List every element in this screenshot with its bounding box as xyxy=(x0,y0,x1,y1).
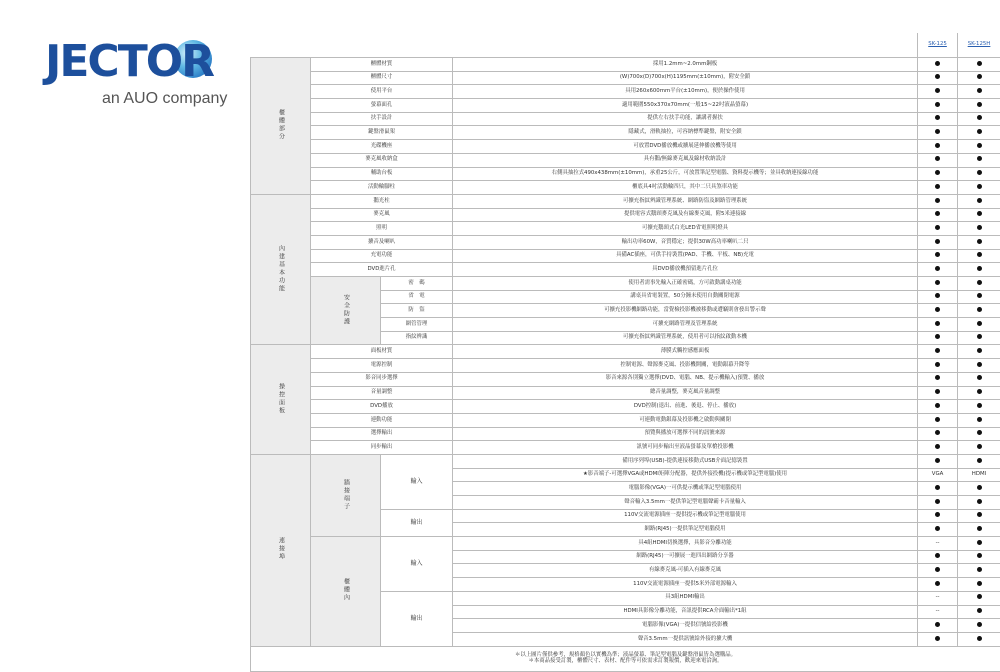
support-dot-icon xyxy=(935,334,940,339)
feature-description: 講桌具省電裝置，50分鐘未使用自動關閉電源 xyxy=(453,290,918,304)
feature-label: 音量調整 xyxy=(311,386,453,400)
spec-row xyxy=(251,181,1000,195)
spec-row xyxy=(251,427,1000,441)
model-b-mark xyxy=(958,112,1000,126)
model-b-mark xyxy=(958,509,1000,523)
feature-description: 預覽與播放可選擇不同的訊號來源 xyxy=(453,427,918,441)
spec-row xyxy=(251,222,1000,236)
model-b-mark xyxy=(958,359,1000,373)
model-a-mark xyxy=(918,99,958,113)
spec-row xyxy=(251,153,1000,167)
footnote xyxy=(251,646,1000,671)
feature-description: 右側具抽拉式490x438mm(±10mm)，承重25公斤，可放置筆記型電腦、資料提示機等；並具收納連接線功能 xyxy=(453,167,918,181)
support-dot-icon xyxy=(977,444,982,449)
model-b-mark xyxy=(958,331,1000,345)
group-control-text: 操控面板 xyxy=(278,383,284,415)
support-dot-icon xyxy=(935,403,940,408)
model-a-mark xyxy=(918,523,958,537)
model-a-mark xyxy=(918,181,958,195)
feature-description: 影音來源各別獨立選擇(DVD、電腦、NB、提示機輸入)預覽、播放 xyxy=(453,372,918,386)
model-b-mark xyxy=(958,58,1000,72)
support-dot-icon xyxy=(977,553,982,558)
model-a-mark xyxy=(918,126,958,140)
model-a-mark xyxy=(918,140,958,154)
feature-label: 電源控制 xyxy=(311,359,453,373)
model-a-mark xyxy=(918,222,958,236)
support-dot-icon xyxy=(935,567,940,572)
model-a-mark xyxy=(918,386,958,400)
feature-description: 薄膜式觸控感應面板 xyxy=(453,345,918,359)
group-internal-text: 內建基本功能 xyxy=(278,245,284,293)
support-dot-icon xyxy=(977,321,982,326)
feature-label: 擴音及喇叭 xyxy=(311,235,453,249)
model-b-mark xyxy=(958,605,1000,619)
support-dot-icon xyxy=(935,239,940,244)
feature-label: 網管管理 xyxy=(381,318,453,332)
feature-label: 輔助台板 xyxy=(311,167,453,181)
feature-label: 櫃體材質 xyxy=(311,58,453,72)
model-a-mark xyxy=(918,413,958,427)
support-dot-icon xyxy=(935,293,940,298)
support-dot-icon xyxy=(977,348,982,353)
group-connect-text: 連接埠 xyxy=(278,537,284,561)
feature-label: 充電功能 xyxy=(311,249,453,263)
model-a-mark xyxy=(918,632,958,646)
model-b-mark xyxy=(958,564,1000,578)
group-internal xyxy=(251,194,311,345)
model-a-mark xyxy=(918,167,958,181)
spec-row xyxy=(251,345,1000,359)
feature-description: 可擴充指紋辨識管理系統、網路防盜及網路管理系統 xyxy=(453,194,918,208)
feature-description: 可擴充投影機網路功能，當覺檢投影機被移動或遭竊則會發出警示聲 xyxy=(453,304,918,318)
feature-description: 可連動電動銀幕及投影機之啟動與關閉 xyxy=(453,413,918,427)
model-a-mark xyxy=(918,482,958,496)
feature-label: 螢幕面孔 xyxy=(311,99,453,113)
feature-description: 隱藏式，滑軌抽拉，可容納標準鍵盤，附安全鎖 xyxy=(453,126,918,140)
model-b-mark xyxy=(958,263,1000,277)
support-dot-icon xyxy=(977,622,982,627)
feature-label: 麥克風收納盒 xyxy=(311,153,453,167)
model-b-mark xyxy=(958,222,1000,236)
model-a-mark xyxy=(918,619,958,633)
spec-row xyxy=(251,359,1000,373)
model-b-mark xyxy=(958,71,1000,85)
feature-label: 光碟機座 xyxy=(311,140,453,154)
support-dot-icon xyxy=(977,608,982,613)
group-cabinet xyxy=(251,58,311,195)
support-dot-icon xyxy=(935,156,940,161)
subgroup-output: 輸出 xyxy=(381,509,453,536)
support-dot-icon xyxy=(977,198,982,203)
model-b-mark xyxy=(958,578,1000,592)
support-dot-icon xyxy=(935,362,940,367)
feature-description: (W)700x(D)700x(H)1195mm(±10mm)，附安全鎖 xyxy=(453,71,918,85)
model-b-mark xyxy=(958,290,1000,304)
model-a-mark: -- xyxy=(918,591,958,605)
group-security xyxy=(311,277,381,345)
feature-description: 可擴充鵝頸式白光LED省電照明燈具 xyxy=(453,222,918,236)
support-dot-icon xyxy=(935,198,940,203)
model-b-mark xyxy=(958,550,1000,564)
model-a-mark xyxy=(918,331,958,345)
model-b-mark xyxy=(958,400,1000,414)
spec-row xyxy=(251,58,1000,72)
support-dot-icon xyxy=(935,553,940,558)
support-dot-icon xyxy=(935,444,940,449)
support-dot-icon xyxy=(935,430,940,435)
feature-label: 扶手設計 xyxy=(311,112,453,126)
feature-description: 具有鵝/無線麥克風及線材收納設計 xyxy=(453,153,918,167)
support-dot-icon xyxy=(935,74,940,79)
model-b-mark xyxy=(958,619,1000,633)
footnote-line-1: ＊以上圖片僅供參考，規格顏色以實機為準；液晶螢幕、筆記型電腦及鍵盤滑鼠皆為選購品。 xyxy=(251,653,1000,658)
support-dot-icon xyxy=(935,526,940,531)
feature-label: 鍵盤滑鼠架 xyxy=(311,126,453,140)
feature-description: 具3組HDMI輸出 xyxy=(453,591,918,605)
model-a-mark xyxy=(918,194,958,208)
feature-label: 密 碼 xyxy=(381,277,453,291)
support-dot-icon xyxy=(935,485,940,490)
support-dot-icon xyxy=(977,143,982,148)
subgroup-output: 輸出 xyxy=(381,591,453,646)
model-a-mark xyxy=(918,441,958,455)
support-dot-icon xyxy=(977,61,982,66)
model-b-mark xyxy=(958,153,1000,167)
model-b-mark xyxy=(958,537,1000,551)
support-dot-icon xyxy=(977,74,982,79)
support-dot-icon xyxy=(977,307,982,312)
support-dot-icon xyxy=(935,321,940,326)
support-dot-icon xyxy=(977,499,982,504)
feature-description: 110V交流電源插座一提供提示機或筆記型電腦使用 xyxy=(453,509,918,523)
subgroup-input: 輸入 xyxy=(381,454,453,509)
feature-description: 可放置DVD播放機或擴展延伸播放機等使用 xyxy=(453,140,918,154)
spec-row xyxy=(251,112,1000,126)
feature-label: DVD播放 xyxy=(311,400,453,414)
spec-row xyxy=(251,71,1000,85)
model-b-mark xyxy=(958,372,1000,386)
feature-description: 輸出功率60W，音質穩定；提供30W高功率喇叭二只 xyxy=(453,235,918,249)
support-dot-icon xyxy=(977,567,982,572)
support-dot-icon xyxy=(977,458,982,463)
feature-description: 聲音3.5mm一提供訊號給外接的擴大機 xyxy=(453,632,918,646)
feature-label: 連動功能 xyxy=(311,413,453,427)
spec-row xyxy=(251,126,1000,140)
support-dot-icon xyxy=(935,143,940,148)
feature-label: 使用平台 xyxy=(311,85,453,99)
model-b-mark xyxy=(958,235,1000,249)
feature-description: 使用者需事先輸入正確密碼，方可啟動講桌功能 xyxy=(453,277,918,291)
support-dot-icon xyxy=(977,252,982,257)
spec-row xyxy=(251,441,1000,455)
spec-row xyxy=(251,208,1000,222)
support-dot-icon xyxy=(977,430,982,435)
model-a-mark xyxy=(918,85,958,99)
model-b-mark: HDMI xyxy=(958,468,1000,482)
support-dot-icon xyxy=(977,156,982,161)
support-dot-icon xyxy=(935,458,940,463)
feature-description: 聲音輸入3.5mm一提供筆記型電腦聲霸卡音量輸入 xyxy=(453,496,918,510)
model-a-mark xyxy=(918,235,958,249)
support-dot-icon xyxy=(935,88,940,93)
model-b-header[interactable]: SK-125H xyxy=(958,33,1000,58)
feature-description: 訊號可同步輸出至液晶螢幕及單槍投影機 xyxy=(453,441,918,455)
model-a-mark xyxy=(918,290,958,304)
spec-row xyxy=(251,277,1000,291)
feature-description: 可擴充網路管理及管理系統 xyxy=(453,318,918,332)
model-a-mark xyxy=(918,372,958,386)
model-a-mark xyxy=(918,359,958,373)
feature-description: 網路(RJ45)一可擴展一進四出網路分享器 xyxy=(453,550,918,564)
brand-logo xyxy=(40,38,240,118)
model-a-mark xyxy=(918,71,958,85)
spec-row xyxy=(251,85,1000,99)
brand-subtitle: an AUO company xyxy=(102,90,227,108)
feature-description: 櫃底具4吋活動輪四只，其中二只具煞車功能 xyxy=(453,181,918,195)
subgroup-input: 輸入 xyxy=(381,537,453,592)
model-a-mark xyxy=(918,249,958,263)
feature-label: 麥克風 xyxy=(311,208,453,222)
model-b-mark xyxy=(958,85,1000,99)
feature-label: DVD進片孔 xyxy=(311,263,453,277)
spec-row xyxy=(251,400,1000,414)
feature-description: 具用260x600mm平台(±10mm)，便於操作使用 xyxy=(453,85,918,99)
model-b-mark xyxy=(958,441,1000,455)
model-a-mark: -- xyxy=(918,605,958,619)
support-dot-icon xyxy=(935,102,940,107)
feature-description: 控制電源、聲源麥克風、投影機開關，電動銀幕升降等 xyxy=(453,359,918,373)
support-dot-icon xyxy=(977,129,982,134)
model-a-mark xyxy=(918,496,958,510)
feature-description: 具4組HDMI切換選擇，具影音分離功能 xyxy=(453,537,918,551)
feature-description: 110V交流電源插座一提供5米外部電源輸入 xyxy=(453,578,918,592)
feature-description: ★影音端子-可選擇VGA或HDMI矩陣分配器，提供外接投機(提示機或筆記型電腦)使用 xyxy=(453,468,918,482)
spec-row xyxy=(251,537,1000,551)
support-dot-icon xyxy=(935,115,940,120)
support-dot-icon xyxy=(977,403,982,408)
model-a-mark xyxy=(918,400,958,414)
footnote-line-2: ＊本商品接受訂製，櫃體尺寸、表材、配件等可依需求訂製報價，歡迎來電洽詢。 xyxy=(251,659,1000,664)
feature-description: HDMI具影像分離功能，音訊提供RCA介面輸出*1組 xyxy=(453,605,918,619)
model-a-mark xyxy=(918,454,958,468)
feature-label: 省 電 xyxy=(381,290,453,304)
support-dot-icon xyxy=(977,225,982,230)
model-a-mark xyxy=(918,263,958,277)
model-b-mark xyxy=(958,99,1000,113)
spec-row xyxy=(251,167,1000,181)
model-b-mark xyxy=(958,167,1000,181)
support-dot-icon xyxy=(935,417,940,422)
feature-description: 提供電容式鵝頸麥克風及有線麥克風，附5米連接線 xyxy=(453,208,918,222)
model-b-mark xyxy=(958,181,1000,195)
model-b-mark xyxy=(958,345,1000,359)
spec-row xyxy=(251,194,1000,208)
model-a-mark: VGA xyxy=(918,468,958,482)
support-dot-icon xyxy=(935,252,940,257)
model-a-mark xyxy=(918,277,958,291)
support-dot-icon xyxy=(977,526,982,531)
feature-label: 影音同步選擇 xyxy=(311,372,453,386)
support-dot-icon xyxy=(977,266,982,271)
feature-label: 同步輸出 xyxy=(311,441,453,455)
spec-row xyxy=(251,140,1000,154)
support-dot-icon xyxy=(977,512,982,517)
support-dot-icon xyxy=(977,417,982,422)
feature-description: 適用範圍550x370x70mm(一般15~22吋液晶螢幕) xyxy=(453,99,918,113)
feature-description: 有線麥克風-可插入有線麥克風 xyxy=(453,564,918,578)
model-b-mark xyxy=(958,277,1000,291)
model-b-mark xyxy=(958,454,1000,468)
model-b-mark xyxy=(958,496,1000,510)
model-a-mark xyxy=(918,509,958,523)
support-dot-icon xyxy=(935,225,940,230)
spec-row xyxy=(251,413,1000,427)
support-dot-icon xyxy=(935,280,940,285)
support-dot-icon xyxy=(977,362,982,367)
model-a-header[interactable]: SK-125 xyxy=(918,33,958,58)
feature-description: 可擴充指紋辨識管理系統，使用者可以指紋啟動本機 xyxy=(453,331,918,345)
model-b-mark xyxy=(958,126,1000,140)
support-dot-icon xyxy=(977,211,982,216)
support-dot-icon xyxy=(935,184,940,189)
support-dot-icon xyxy=(977,88,982,93)
group-wall-port-text: 牆接端子 xyxy=(343,479,349,511)
model-a-mark xyxy=(918,345,958,359)
support-dot-icon xyxy=(977,581,982,586)
group-podium-text: 櫃體內 xyxy=(343,578,349,602)
support-dot-icon xyxy=(977,375,982,380)
support-dot-icon xyxy=(977,280,982,285)
group-wall-port xyxy=(311,454,381,536)
model-a-mark xyxy=(918,564,958,578)
model-b-mark xyxy=(958,304,1000,318)
feature-label: 櫃體尺寸 xyxy=(311,71,453,85)
support-dot-icon xyxy=(935,581,940,586)
spec-row xyxy=(251,235,1000,249)
support-dot-icon xyxy=(977,594,982,599)
support-dot-icon xyxy=(977,170,982,175)
model-a-mark xyxy=(918,153,958,167)
group-podium xyxy=(311,537,381,647)
spec-row xyxy=(251,454,1000,468)
spec-row xyxy=(251,372,1000,386)
model-b-mark xyxy=(958,140,1000,154)
feature-label: 照明 xyxy=(311,222,453,236)
support-dot-icon xyxy=(977,334,982,339)
model-a-mark xyxy=(918,58,958,72)
support-dot-icon xyxy=(935,348,940,353)
support-dot-icon xyxy=(977,184,982,189)
support-dot-icon xyxy=(935,170,940,175)
model-b-mark xyxy=(958,194,1000,208)
spec-row xyxy=(251,263,1000,277)
support-dot-icon xyxy=(935,375,940,380)
brand-name: JECTOR xyxy=(45,38,213,86)
model-a-mark xyxy=(918,112,958,126)
spec-row xyxy=(251,249,1000,263)
feature-label: 選擇輸出 xyxy=(311,427,453,441)
spec-row xyxy=(251,386,1000,400)
group-connect xyxy=(251,454,311,646)
model-b-mark xyxy=(958,427,1000,441)
support-dot-icon xyxy=(977,102,982,107)
spec-row xyxy=(251,99,1000,113)
support-dot-icon xyxy=(977,293,982,298)
model-b-mark xyxy=(958,413,1000,427)
model-b-mark xyxy=(958,318,1000,332)
feature-label: 面板材質 xyxy=(311,345,453,359)
support-dot-icon xyxy=(935,61,940,66)
feature-description: 總音量調整，麥克風音量調整 xyxy=(453,386,918,400)
support-dot-icon xyxy=(935,211,940,216)
model-b-mark xyxy=(958,482,1000,496)
feature-description: 電腦影像(VGA)一提供信號給投影機 xyxy=(453,619,918,633)
feature-description: DVD控制(退出、前進、後退、停止、播放) xyxy=(453,400,918,414)
group-security-text: 安全防護 xyxy=(343,294,349,326)
model-a-mark xyxy=(918,208,958,222)
support-dot-icon xyxy=(935,622,940,627)
model-a-mark xyxy=(918,427,958,441)
model-b-mark xyxy=(958,249,1000,263)
feature-description: 提供左右扶手功能，讓講者握扶 xyxy=(453,112,918,126)
feature-description: 具備AC插座，可供手持裝置(PAD、手機、平板、NB)充電 xyxy=(453,249,918,263)
model-a-mark xyxy=(918,578,958,592)
spec-table xyxy=(250,33,1000,672)
model-b-mark xyxy=(958,632,1000,646)
feature-label: 活動輪腳柱 xyxy=(311,181,453,195)
model-a-mark xyxy=(918,550,958,564)
support-dot-icon xyxy=(935,512,940,517)
feature-label: 鵝光柱 xyxy=(311,194,453,208)
model-a-mark xyxy=(918,318,958,332)
support-dot-icon xyxy=(977,389,982,394)
model-a-mark xyxy=(918,304,958,318)
support-dot-icon xyxy=(977,540,982,545)
model-b-mark xyxy=(958,523,1000,537)
feature-label: 指紋辨識 xyxy=(381,331,453,345)
support-dot-icon xyxy=(977,636,982,641)
model-b-mark xyxy=(958,208,1000,222)
support-dot-icon xyxy=(935,266,940,271)
feature-description: 備用序列埠(USB)-提供連接移動式USB介面記憶裝置 xyxy=(453,454,918,468)
model-a-mark: -- xyxy=(918,537,958,551)
model-b-mark xyxy=(958,591,1000,605)
feature-description: 電腦影像(VGA)一可供提示機或筆記型電腦使用 xyxy=(453,482,918,496)
support-dot-icon xyxy=(935,129,940,134)
group-cabinet-text: 櫃體部分 xyxy=(278,109,284,141)
support-dot-icon xyxy=(935,307,940,312)
support-dot-icon xyxy=(977,485,982,490)
feature-label: 防 盜 xyxy=(381,304,453,318)
support-dot-icon xyxy=(935,389,940,394)
feature-description: 網路(RJ45)一提供筆記型電腦使用 xyxy=(453,523,918,537)
support-dot-icon xyxy=(935,499,940,504)
support-dot-icon xyxy=(977,239,982,244)
group-control xyxy=(251,345,311,455)
feature-description: 採用1.2mm~2.0mm鋼板 xyxy=(453,58,918,72)
model-b-mark xyxy=(958,386,1000,400)
support-dot-icon xyxy=(935,636,940,641)
feature-description: 具DVD播放機預留進片孔位 xyxy=(453,263,918,277)
support-dot-icon xyxy=(977,115,982,120)
